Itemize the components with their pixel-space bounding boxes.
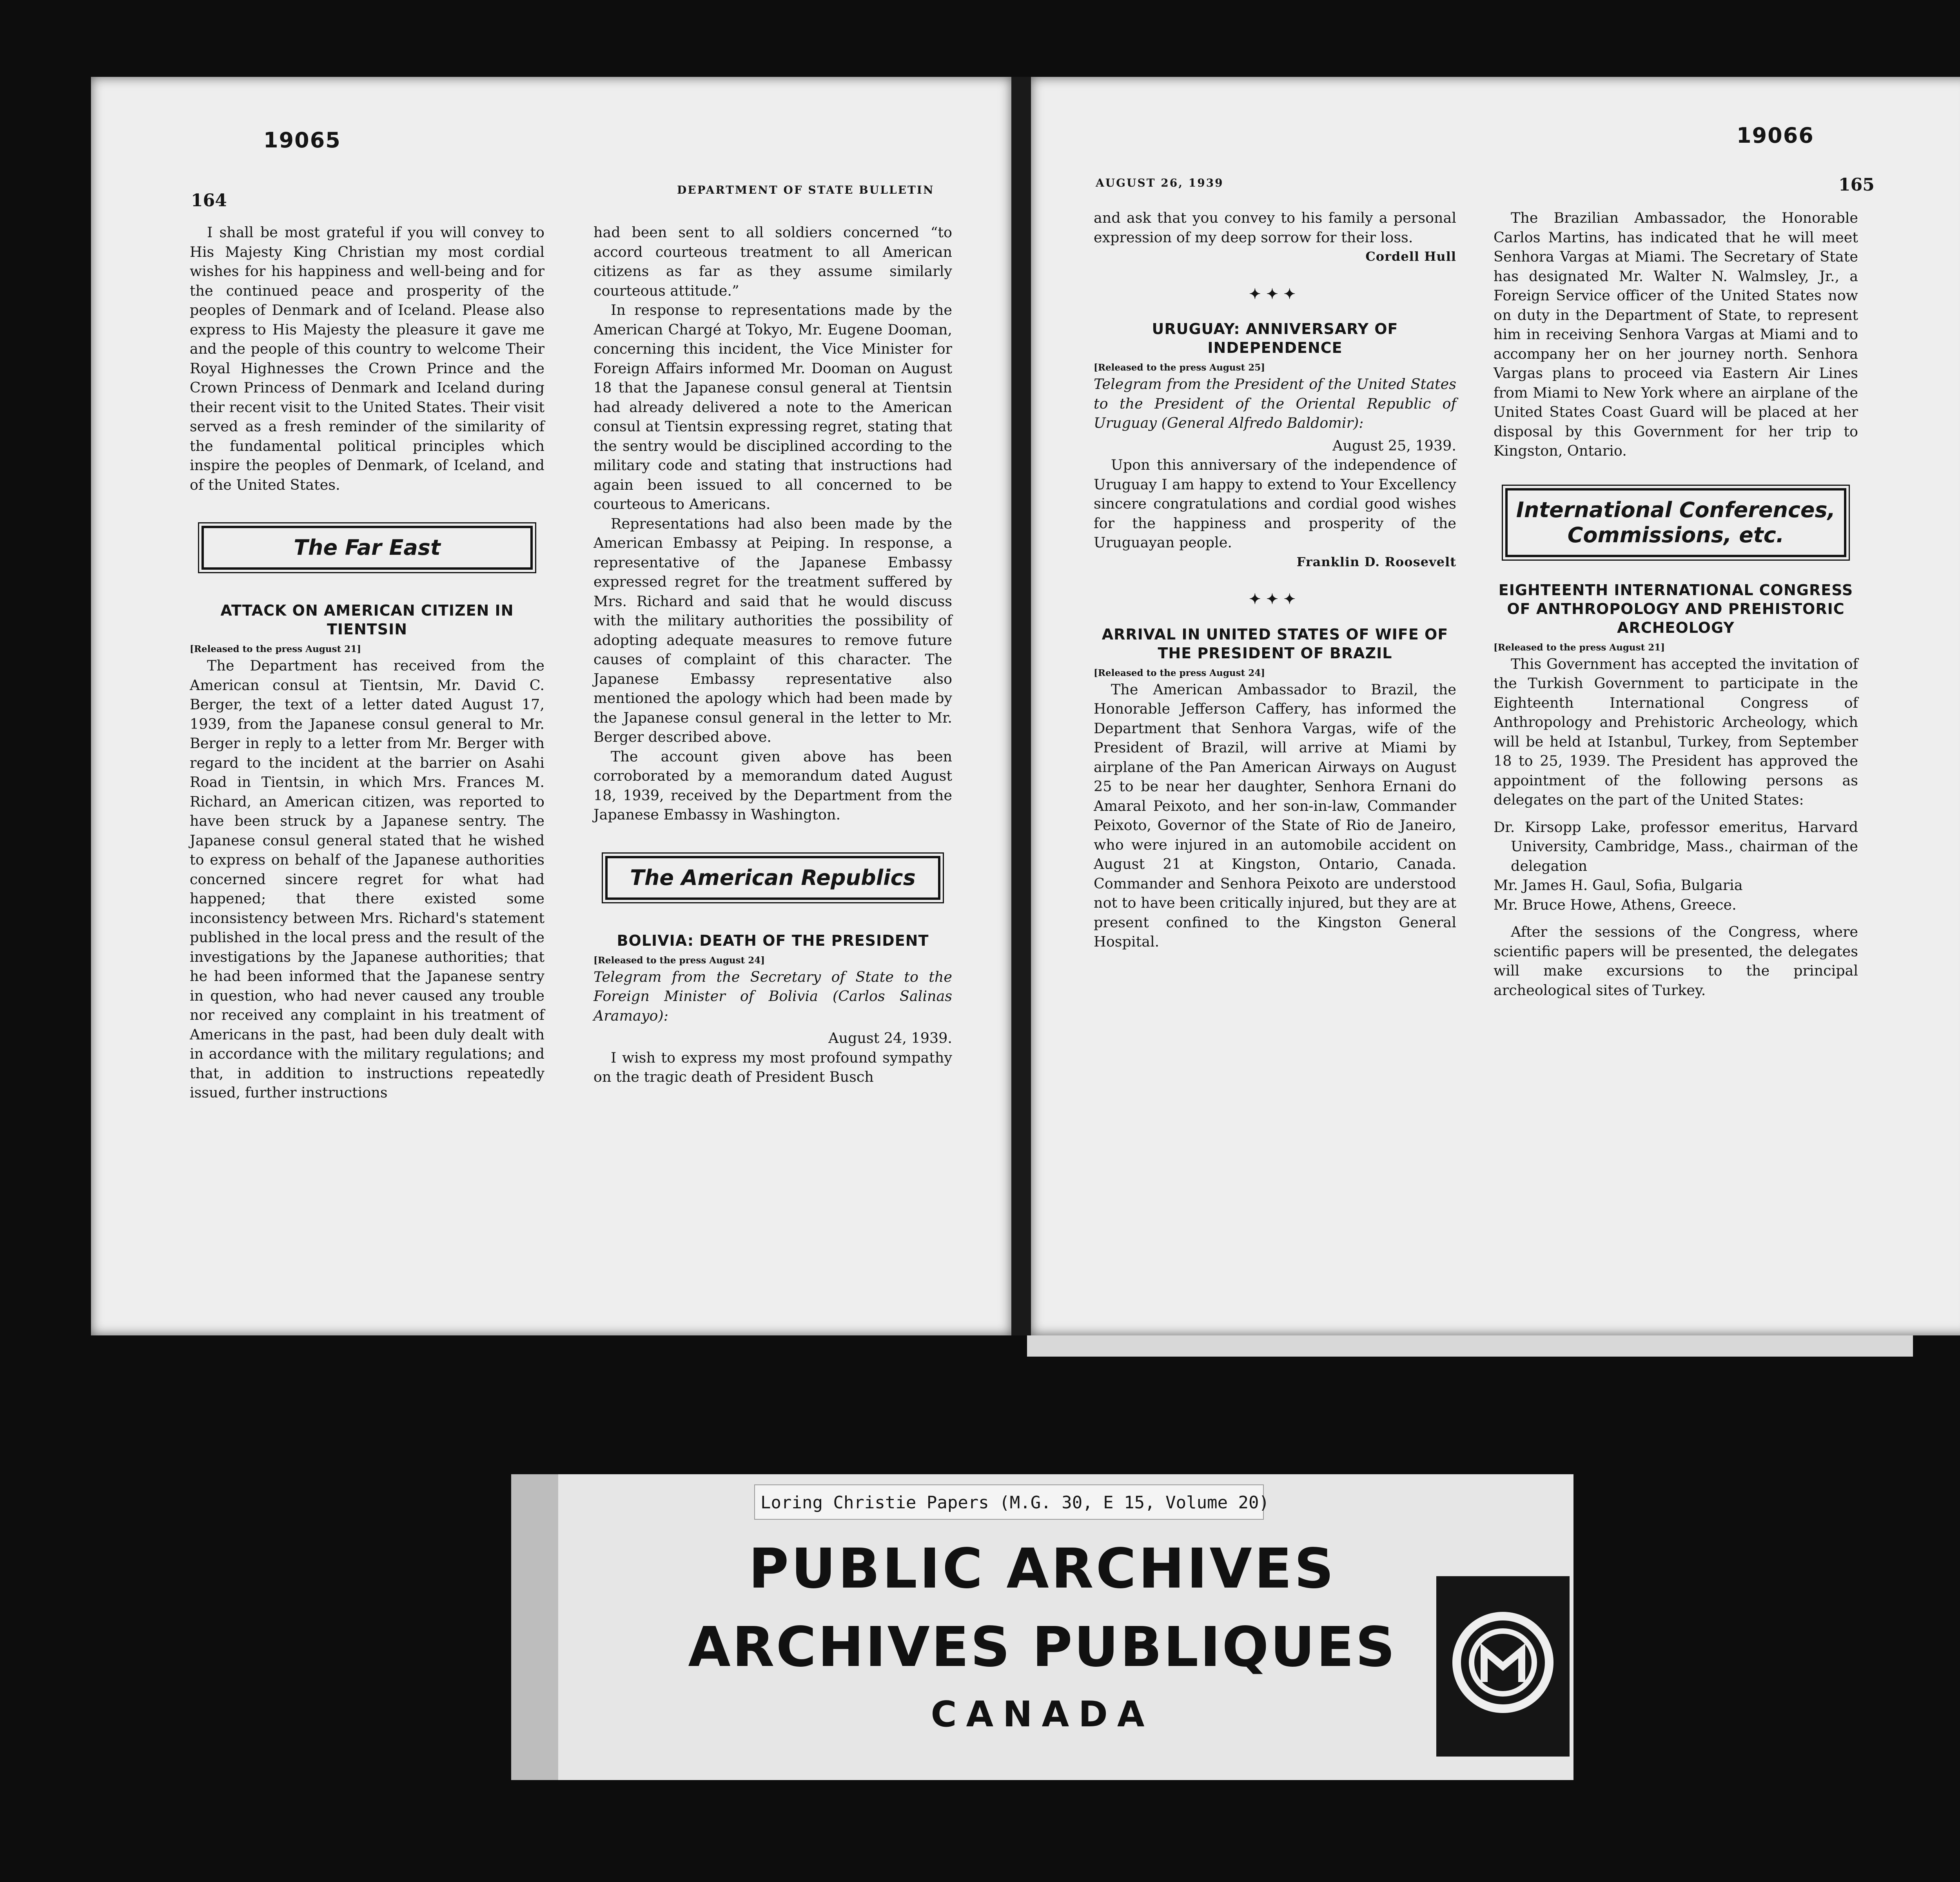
- paragraph: The Department has received from the American consul at Tientsin, Mr. David C. Berger, the text of a letter dated August 17, 1939, from the Japanese consul general to Mr. Berger in reply to a letter from Mr. Berger with regard to the incident at the barrier on Asahi Road in Tientsin, in which Mrs. Frances M. Richard, an American citizen, was reported to have been struck by a Japanese sentry. The Japanese consul general stated that he wished to express on behalf of the Japanese authorities concerned sincere regret for what had happened; that there existed some inconsistency between Mrs. Richard's statement published in the local press and the result of the investigations by the Japanese authorities; that he had been informed that the Japanese sentry in question, who had never caused any trouble nor received any complaint in his treatment of Americans in the past, had been duly dealt with in accordance with the military regulations; and that, in addition to instructions repeatedly issued, further instructions: [190, 657, 544, 1101]
- delegate-entry: Mr. James H. Gaul, Sofia, Bulgaria: [1494, 877, 1743, 894]
- left-page: [91, 77, 1011, 1335]
- page-gutter: [1011, 77, 1031, 1335]
- article-heading: URUGUAY: ANNIVERSARY OF INDEPENDENCE: [1152, 320, 1398, 356]
- archives-logo: [1436, 1576, 1570, 1757]
- paragraph: Representations had also been made by the American Embassy at Peiping. In response, a representative of the Japanese Embassy expressed regret for the treatment suffered by Mrs. Richard and said that he would discuss with the military authorities the possibility of adopting adequate measures to remove future causes of complaint of this character. The Japanese Embassy representative also mentioned the apology which had been made by the Japanese consul general in the letter to Mr. Berger described above.: [593, 515, 952, 745]
- paragraph: Upon this anniversary of the independence of Uruguay I am happy to extend to Your Excellency sincere congratulations and cordial good wishes for the happiness and prosperity of the Uruguayan people.: [1094, 456, 1456, 551]
- article-heading: BOLIVIA: DEATH OF THE PRESIDENT: [617, 932, 929, 949]
- paragraph: had been sent to all soldiers concerned “to accord courteous treatment to all American citizens as far as they assume similarly courteous attitude.”: [593, 224, 952, 299]
- article-heading: ATTACK ON AMERICAN CITIZEN IN TIENTSIN: [220, 602, 514, 638]
- delegate-entry: Dr. Kirsopp Lake, professor emeritus, Harvard University, Cambridge, Mass., chairman of the delegation: [1494, 818, 1858, 874]
- paragraph: The American Ambassador to Brazil, the Honorable Jefferson Caffery, has informed the Department that Senhora Vargas, wife of the President of Brazil, will arrive at Miami by airplane of the Pan American Airways on August 25 to be near her daughter, Senhora Ernani do Amaral Peixoto, and her son-in-law, Commander Peixoto, Governor of the State of Rio de Janeiro, who were injured in an automobile accident on August 21 at Kingston, Ontario, Canada. Commander and Senhora Peixoto are understood not to have been critically injured, but they are at present confined to the Kingston General Hospital.: [1094, 681, 1456, 950]
- paragraph: In response to representations made by the American Chargé at Tokyo, Mr. Eugene Dooman, concerning this incident, the Vice Minister for Foreign Affairs informed Mr. Dooman on August 18 that the Japanese consul general at Tientsin had already delivered a note to the American consul at Tientsin expressing regret, stating that the sentry would be disciplined according to the military code and stating that instructions had again been issued to all concerned to be courteous to Americans.: [593, 302, 952, 512]
- right-page-column-1: [1094, 208, 1456, 952]
- release-note: [Released to the press August 24]: [593, 955, 765, 966]
- article-heading: EIGHTEENTH INTERNATIONAL CONGRESS OF ANTHROPOLOGY AND PREHISTORIC ARCHEOLOGY: [1498, 581, 1853, 636]
- archive-label-card: [511, 1474, 1573, 1780]
- section-divider: ✦✦✦: [1249, 591, 1301, 607]
- left-page-column-2: [593, 223, 952, 1087]
- release-note: [Released to the press August 25]: [1094, 362, 1265, 373]
- paragraph: The Brazilian Ambassador, the Honorable Carlos Martins, has indicated that he will meet Senhora Vargas at Miami. The Secretary of State has designated Mr. Walter N. Walmsley, Jr., a Foreign Service officer of the United States now on duty in the Department of State, to represent him in receiving Senhora Vargas at Miami and to accompany her on her journey north. Senhora Vargas plans to proceed via Eastern Air Lines from Miami to New York where an airplane of the United States Coast Guard will be placed at her disposal by this Government for her trip to Kingston, Ontario.: [1494, 209, 1858, 459]
- release-note: [Released to the press August 24]: [1094, 667, 1265, 678]
- page-number-right: 165: [1838, 175, 1875, 195]
- paragraph: and ask that you convey to his family a personal expression of my deep sorrow for their loss.: [1094, 209, 1456, 246]
- section-box-international-conferences: International Conferences, Commissions, etc.: [1505, 488, 1846, 557]
- dateline: August 24, 1939.: [828, 1030, 952, 1046]
- dateline: August 25, 1939.: [1332, 437, 1456, 454]
- paragraph: I wish to express my most profound sympathy on the tragic death of President Busch: [593, 1049, 952, 1085]
- running-head-left: DEPARTMENT OF STATE BULLETIN: [677, 183, 935, 196]
- archive-title-english: PUBLIC ARCHIVES: [748, 1537, 1336, 1601]
- section-divider: ✦✦✦: [1249, 285, 1301, 302]
- telegram-note: Telegram from the President of the United States to the President of the Oriental Republic of Uruguay (General Alfredo Baldomir):: [1094, 376, 1456, 431]
- right-page-column-2: [1494, 208, 1858, 1000]
- left-page-column-1: [190, 223, 544, 1103]
- signature: Cordell Hull: [1365, 249, 1456, 264]
- section-box-far-east: The Far East: [201, 526, 533, 570]
- delegate-entry: Mr. Bruce Howe, Athens, Greece.: [1494, 896, 1737, 913]
- archive-title-country: CANADA: [931, 1694, 1154, 1735]
- article-heading: ARRIVAL IN UNITED STATES OF WIFE OF THE PRESIDENT OF BRAZIL: [1102, 625, 1448, 662]
- paragraph: This Government has accepted the invitation of the Turkish Government to participate in the Eighteenth International Congress of Anthropology and Prehistoric Archeology, which will be held at Istanbul, Turkey, from September 18 to 25, 1939. The President has approved the appointment of the following persons as delegates on the part of the United States:: [1494, 655, 1858, 808]
- telegram-note: Telegram from the Secretary of State to the Foreign Minister of Bolivia (Carlos Salinas Aramayo):: [593, 968, 952, 1024]
- release-note: [Released to the press August 21]: [1494, 642, 1665, 653]
- section-box-american-republics: The American Republics: [605, 856, 940, 900]
- signature: Franklin D. Roosevelt: [1296, 554, 1456, 569]
- paragraph: The account given above has been corroborated by a memorandum dated August 18, 1939, received by the Department from the Japanese Embassy in Washington.: [593, 748, 952, 823]
- collection-label: Loring Christie Papers (M.G. 30, E 15, Volume 20): [754, 1484, 1264, 1520]
- underlying-sheet: [1027, 1333, 1913, 1357]
- paragraph: I shall be most grateful if you will convey to His Majesty King Christian my most cordial wishes for his happiness and well-being and for the continued peace and prosperity of the peoples of Denmark and of Iceland. Please also express to His Majesty the pleasure it gave me and the people of this country to welcome Their Royal Highnesses the Crown Prince and the Crown Princess of Denmark and Iceland during their recent visit to the United States. Their visit served as a fresh reminder of the similarity of the fundamental political principles which inspire the peoples of Denmark, of Iceland, and of the United States.: [190, 224, 544, 493]
- page-number-left: 164: [191, 191, 227, 211]
- running-head-right: AUGUST 26, 1939: [1096, 176, 1224, 189]
- page-stamp-right: 19066: [1737, 123, 1814, 148]
- right-page: [1031, 77, 1960, 1335]
- archive-title-french: ARCHIVES PUBLIQUES: [688, 1615, 1397, 1679]
- release-note: [Released to the press August 21]: [190, 644, 361, 654]
- page-stamp-left: 19065: [263, 128, 341, 153]
- archives-emblem-icon: [1448, 1608, 1558, 1717]
- paragraph: After the sessions of the Congress, where scientific papers will be presented, the delegates will make excursions to the principal archeological sites of Turkey.: [1494, 923, 1858, 999]
